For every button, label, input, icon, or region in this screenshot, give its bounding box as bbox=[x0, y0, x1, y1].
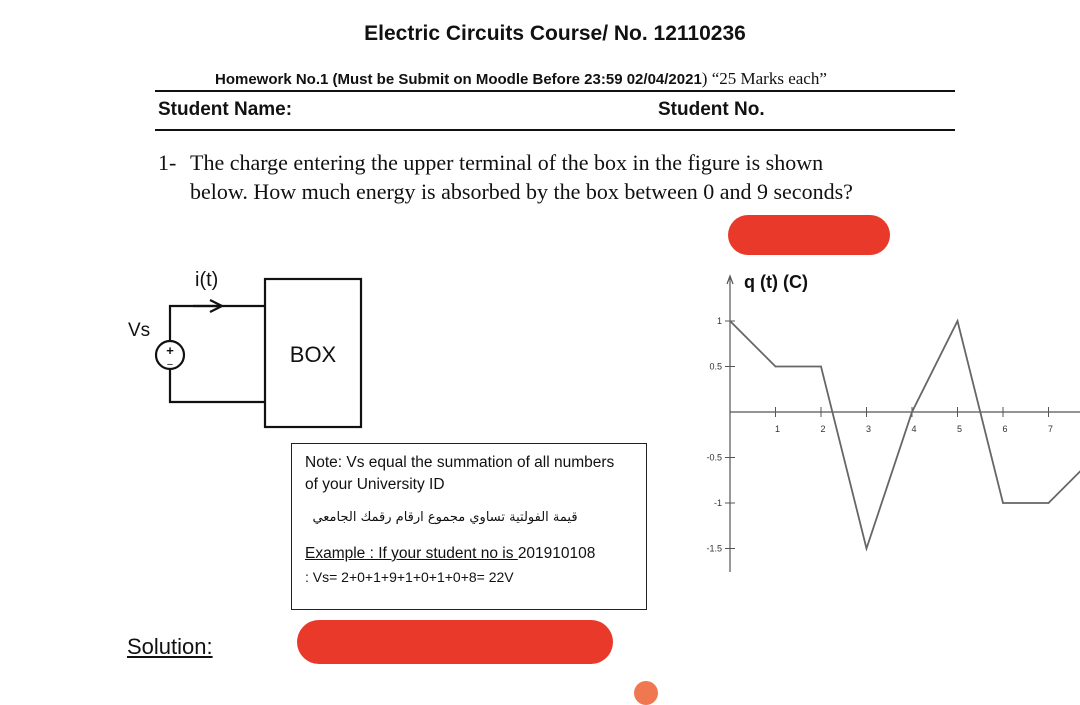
charge-data-point bbox=[1002, 502, 1004, 504]
charge-data-point bbox=[957, 320, 959, 322]
charge-data-point bbox=[820, 366, 822, 368]
course-title: Electric Circuits Course/ No. 12110236 bbox=[364, 22, 746, 45]
student-name-label: Student Name: bbox=[158, 99, 293, 120]
y-tick-label: -1.5 bbox=[706, 543, 722, 554]
top-wire bbox=[170, 306, 265, 341]
question-line-2: below. How much energy is absorbed by the box between 0 and 9 seconds? bbox=[190, 179, 853, 204]
x-tick-label: 7 bbox=[1047, 424, 1054, 434]
header-rule-bottom bbox=[155, 129, 955, 131]
x-tick-label: 5 bbox=[956, 424, 963, 434]
example-label: Example : If your student no is bbox=[305, 545, 518, 562]
student-no-label: Student No. bbox=[658, 99, 765, 120]
homework-deadline: Homework No.1 (Must be Submit on Moodle Before 23:59 02/04/2021 bbox=[215, 71, 702, 88]
question-text bbox=[190, 148, 970, 206]
redaction-mark-2 bbox=[297, 620, 613, 664]
current-label: i(t) bbox=[195, 269, 219, 291]
source-minus-sign: − bbox=[166, 359, 174, 371]
homework-line bbox=[215, 69, 827, 89]
question-1 bbox=[158, 148, 970, 206]
charge-data-point bbox=[1048, 502, 1050, 504]
header-rule-top bbox=[155, 90, 955, 92]
bottom-wire bbox=[170, 369, 265, 402]
y-tick-label: -0.5 bbox=[706, 452, 722, 463]
x-tick-label: 4 bbox=[911, 424, 917, 434]
source-label: Vs bbox=[128, 320, 151, 341]
charge-data-point bbox=[911, 411, 913, 413]
note-arabic-text: قيمة الفولتية تساوي مجموع ارقام رقمك الجامعي bbox=[312, 510, 578, 525]
redaction-mark bbox=[728, 215, 890, 255]
charge-data-point bbox=[775, 366, 777, 368]
question-line-1: The charge entering the upper terminal of the box in the figure is shown bbox=[190, 150, 824, 175]
x-tick-label: 2 bbox=[820, 424, 826, 434]
note-text: Note: Vs equal the summation of all numbers of your University ID bbox=[305, 454, 615, 493]
note-vs-calculation: : Vs= 2+0+1+9+1+0+1+0+8= 22V bbox=[305, 569, 514, 585]
box-label: BOX bbox=[289, 342, 337, 367]
y-tick-label: 1 bbox=[716, 316, 722, 326]
x-tick-label: 3 bbox=[865, 424, 872, 434]
source-plus-sign: + bbox=[166, 343, 174, 358]
note-example bbox=[305, 545, 595, 563]
charge-chart bbox=[690, 262, 1080, 582]
example-student-number: 201910108 bbox=[517, 545, 596, 562]
solution-label: Solution: bbox=[127, 634, 213, 659]
charge-series-line bbox=[730, 321, 1080, 549]
y-tick-label: -1 bbox=[713, 498, 722, 508]
x-tick-label: 1 bbox=[774, 424, 781, 434]
homework-marks: ) “25 Marks each” bbox=[701, 69, 827, 88]
orange-dot bbox=[634, 681, 658, 705]
note-box bbox=[291, 443, 647, 610]
y-tick-label: 0.5 bbox=[709, 361, 722, 372]
charge-data-point bbox=[866, 548, 868, 550]
x-tick-label: 6 bbox=[1002, 424, 1008, 434]
circuit-diagram bbox=[120, 262, 370, 437]
charge-data-point bbox=[729, 320, 731, 322]
question-number: 1- bbox=[158, 150, 177, 175]
chart-title: q (t) (C) bbox=[744, 272, 808, 292]
